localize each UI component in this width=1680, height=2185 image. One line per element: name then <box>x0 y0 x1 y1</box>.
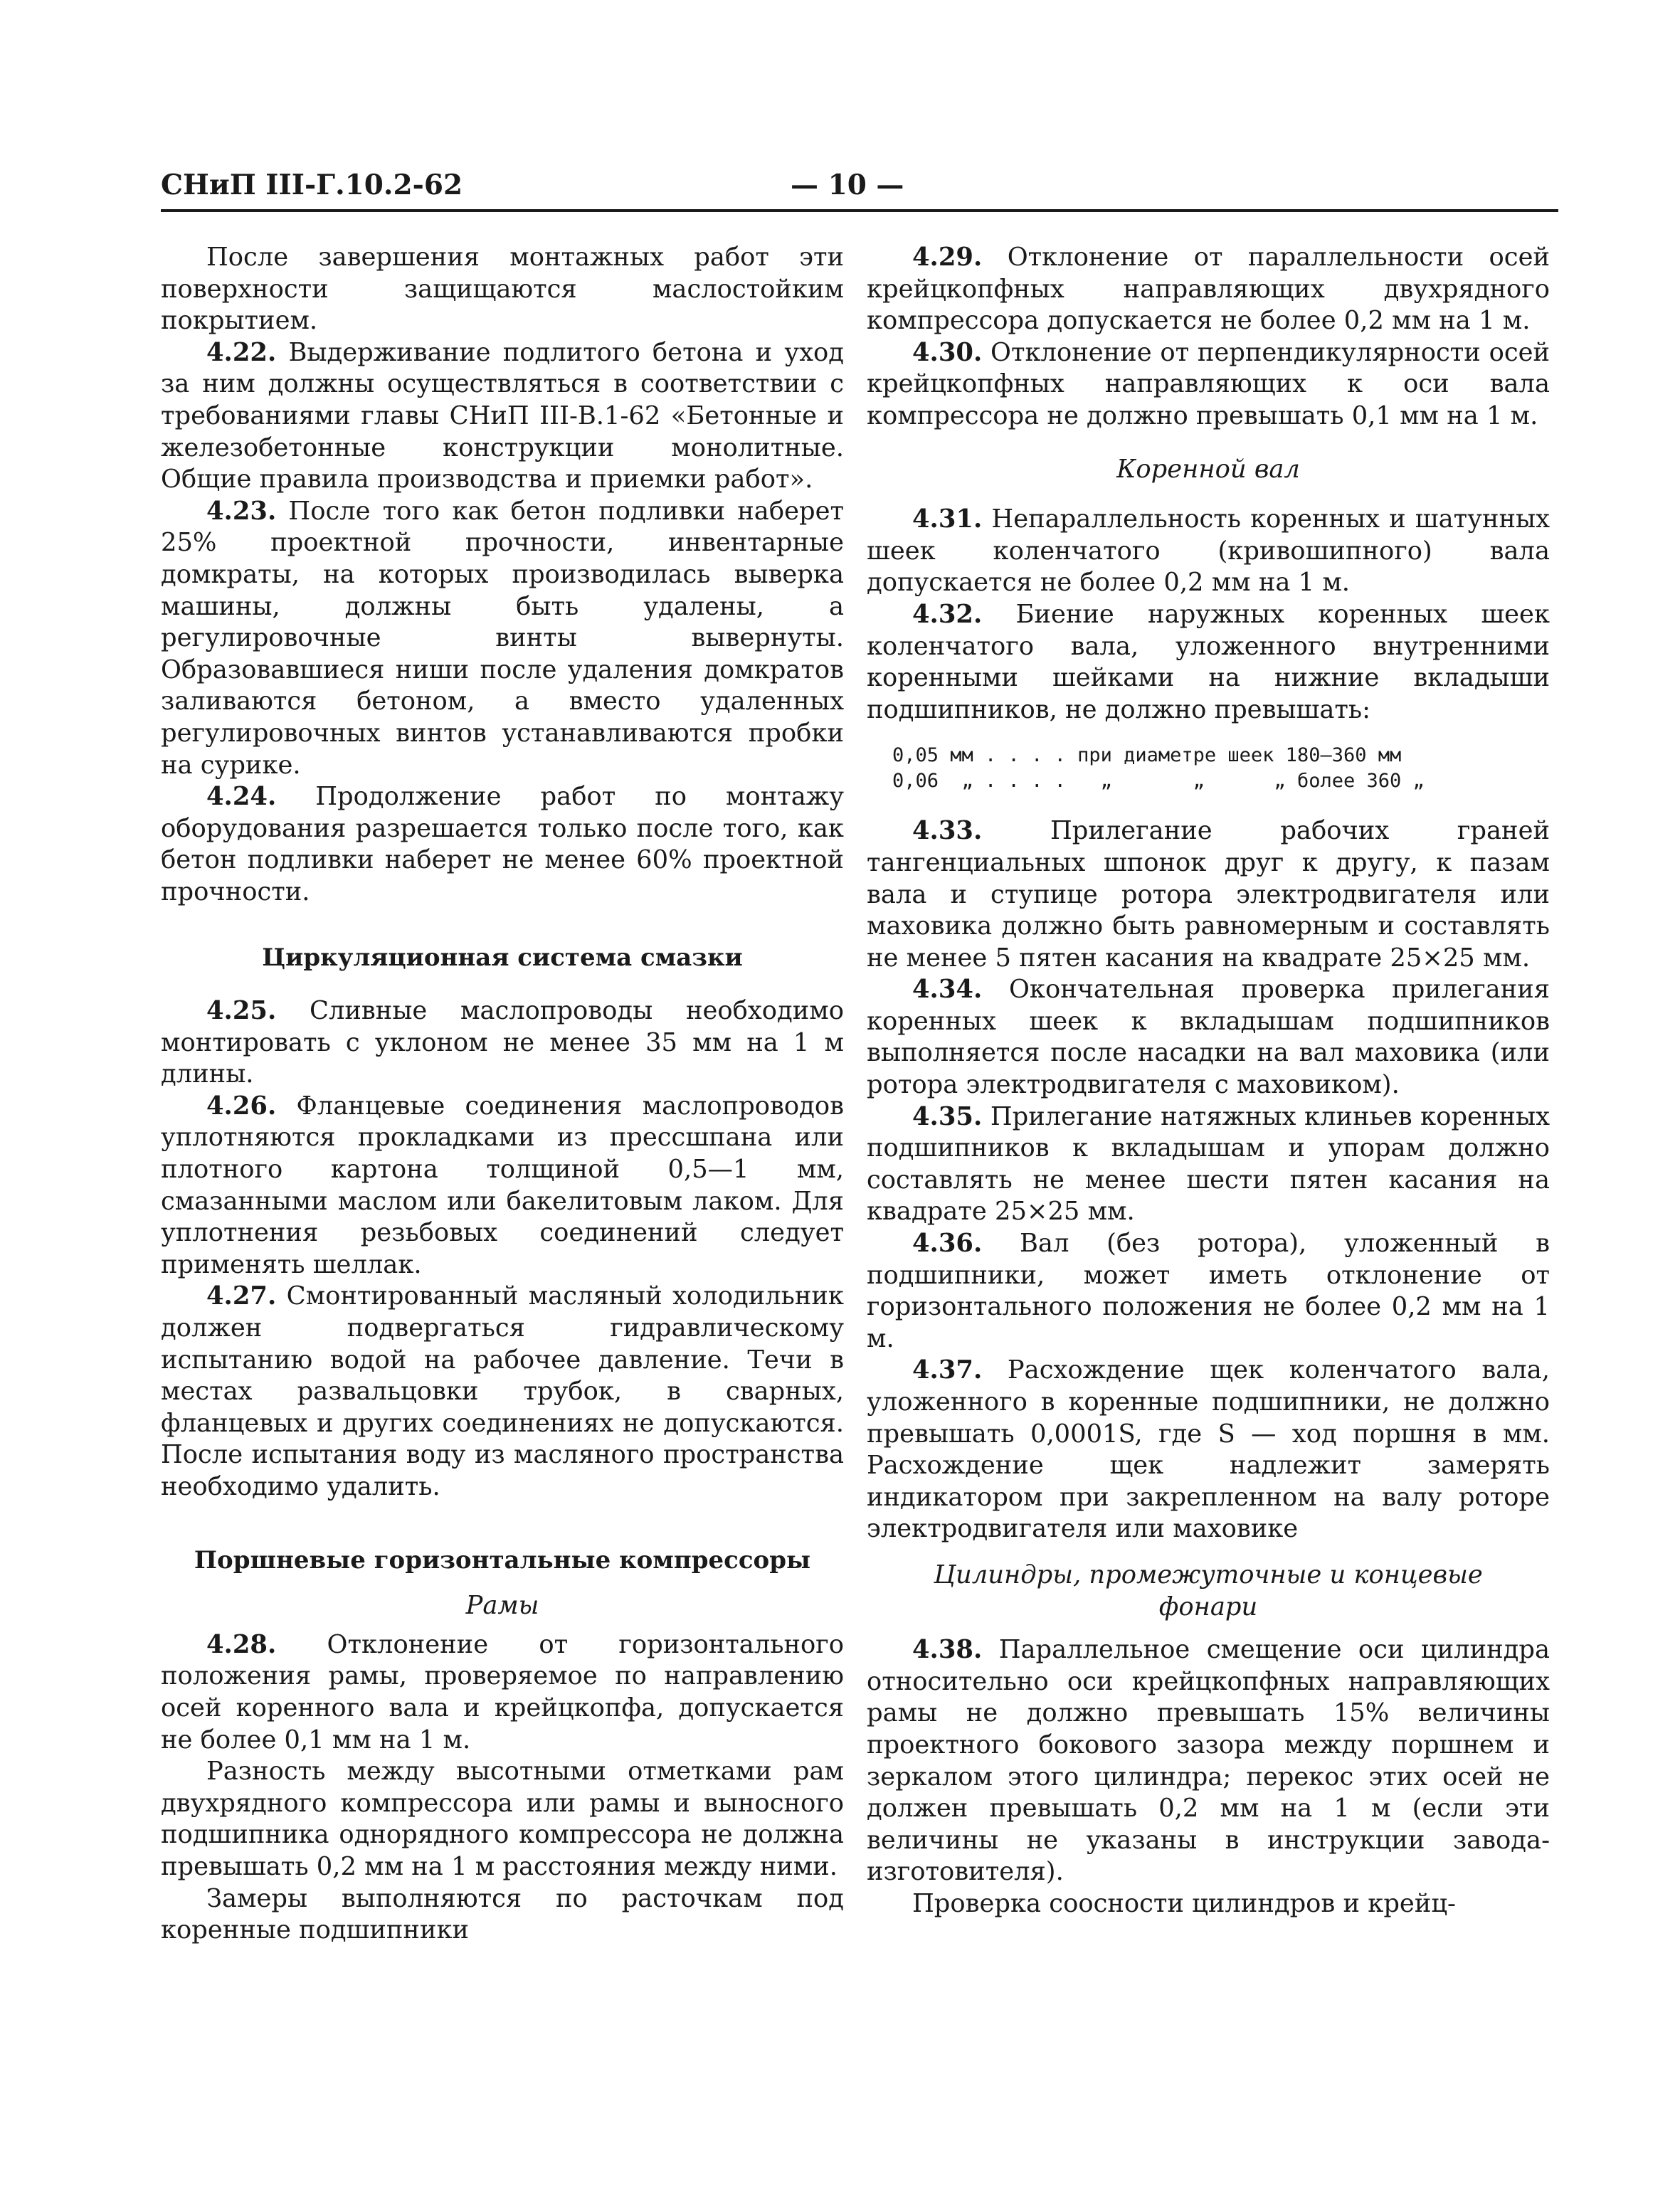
paragraph-4-25: 4.25. Сливные маслопроводы необходимо монтировать с уклоном не менее 35 мм на 1 м длины. <box>161 996 844 1089</box>
right-column <box>867 242 1550 1920</box>
page-header <box>161 164 1558 206</box>
paragraph-measurements: Замеры выполняются по расточкам под коренные подшипники <box>161 1883 844 1945</box>
paragraph-4-29: 4.29. Отклонение от параллельности осей крейцкопфных направляющих двухрядного компрессора допускается не более 0,2 мм на 1 м. <box>867 243 1550 336</box>
clause-number: 4.28. <box>206 1629 277 1659</box>
clause-number: 4.37. <box>912 1355 983 1385</box>
clause-number: 4.29. <box>912 243 983 272</box>
clause-number: 4.33. <box>912 816 983 846</box>
subheading-frames: Рамы <box>465 1591 539 1621</box>
paragraph-4-27: 4.27. Смонтированный масляный холодильник должен подвергаться гидравлическому испытанию водой на рабочее давление. Течи в местах развальцовки трубок, в сварных, фланцевых и других соединениях не допускаются. После испытания воду из масляного пространства необходимо удалить. <box>161 1281 844 1501</box>
paragraph-height-difference: Разность между высотными отметками рам двухрядного компрессора или рамы и выносного подшипника однорядного компрессора не должна превышать 0,2 мм на 1 м расстояния между ними. <box>161 1757 844 1881</box>
paragraph-4-30: 4.30. Отклонение от перпендикулярности осей крейцкопфных направляющих к оси вала компрессора не должно превышать 0,1 мм на 1 м. <box>867 337 1550 430</box>
paragraph-4-32: 4.32. Биение наружных коренных шеек коленчатого вала, уложенного внутренними коренными шейками на нижние вкладыши подшипников, не должно превышать: <box>867 599 1550 724</box>
clause-number: 4.34. <box>912 975 983 1005</box>
clause-number: 4.26. <box>206 1091 277 1121</box>
paragraph-4-28: 4.28. Отклонение от горизонтального положения рамы, проверяемое по направлению осей коренного вала и крейцкопфа, допускается не более 0,1 мм на 1 м. <box>161 1629 844 1755</box>
section-heading-compressors: Поршневые горизонтальные компрессоры <box>194 1545 811 1575</box>
paragraph-4-37: 4.37. Расхождение щек коленчатого вала, уложенного в коренные подшипники, не должно превышать 0,0001S, где S — ход поршня в мм. Расхождение щек надлежит замерять индикатором при закрепленном на валу роторе электродвигателя или маховике <box>867 1355 1550 1544</box>
paragraph-continuation: После завершения монтажных работ эти поверхности защищаются маслостойким покрытием. <box>161 243 844 336</box>
paragraph-4-22: 4.22. Выдерживание подлитого бетона и уход за ним должны осуществляться в соответствии с требованиями главы СНиП III-В.1-62 «Бетонные и железобетонные конструкции монолитные. Общие правила производства и приемки работ». <box>161 337 844 494</box>
clause-number: 4.24. <box>206 782 277 812</box>
paragraph-4-33: 4.33. Прилегание рабочих граней тангенциальных шпонок друг к другу, к пазам вала и ступице ротора электродвигателя или маховика должно быть равномерным и составлять не менее 5 пятен касания на квадрате 25×25 мм. <box>867 816 1550 973</box>
runout-table-row: 0,06 „ . . . . „ „ „ более 360 „ <box>892 770 1425 793</box>
left-column <box>161 242 844 1947</box>
paragraph-coaxiality-check: Проверка соосности цилиндров и крейц- <box>912 1888 1456 1918</box>
clause-number: 4.25. <box>206 996 277 1026</box>
document-code: СНиП III-Г.10.2-62 <box>161 169 463 201</box>
clause-number: 4.27. <box>206 1281 277 1311</box>
clause-number: 4.36. <box>912 1229 983 1259</box>
clause-number: 4.35. <box>912 1101 983 1131</box>
page-number: — 10 — <box>791 169 904 201</box>
paragraph-4-35: 4.35. Прилегание натяжных клиньев коренных подшипников к вкладышам и упорам должно составлять не менее шести пятен касания на квадрате 25×25 мм. <box>867 1101 1550 1227</box>
paragraph-4-23: 4.23. После того как бетон подливки наберет 25% проектной прочности, инвентарные домкраты, на которых производилась выверка машины, должны быть удалены, а регулировочные винты вывернуты. Образовавшиеся ниши после удаления домкратов заливаются бетоном, а вместо удаленных регулировочных винтов устанавливаются пробки на сурике. <box>161 496 844 780</box>
clause-number: 4.31. <box>912 504 983 534</box>
subheading-main-shaft: Коренной вал <box>1116 454 1300 484</box>
paragraph-4-31: 4.31. Непараллельность коренных и шатунных шеек коленчатого (кривошипного) вала допускается не более 0,2 мм на 1 м. <box>867 504 1550 598</box>
runout-table-row: 0,05 мм . . . . при диаметре шеек 180—360 мм <box>892 744 1402 767</box>
clause-number: 4.38. <box>912 1635 983 1665</box>
clause-number: 4.30. <box>912 337 983 367</box>
subheading-cylinders: Цилиндры, промежуточные и концевые фонари <box>934 1560 1483 1621</box>
header-rule <box>161 209 1558 212</box>
paragraph-4-38: 4.38. Параллельное смещение оси цилиндра относительно оси крейцкопфных направляющих рамы не должно превышать 15% величины проектного бокового зазора между поршнем и зеркалом этого цилиндра; перекос этих осей не должен превышать 0,2 мм на 1 м (если эти величины не указаны в инструкции завода-изготовителя). <box>867 1635 1550 1887</box>
clause-number: 4.32. <box>912 599 983 629</box>
paragraph-4-24: 4.24. Продолжение работ по монтажу оборудования разрешается только после того, как бетон подливки наберет не менее 60% проектной прочности. <box>161 782 844 906</box>
clause-number: 4.23. <box>206 496 277 526</box>
paragraph-4-36: 4.36. Вал (без ротора), уложенный в подшипники, может иметь отклонение от горизонтального положения не более 0,2 мм на 1 м. <box>867 1229 1550 1353</box>
paragraph-4-26: 4.26. Фланцевые соединения маслопроводов уплотняются прокладками из прессшпана или плотного картона толщиной 0,5—1 мм, смазанными маслом или бакелитовым лаком. Для уплотнения резьбовых соединений следует применять шеллак. <box>161 1091 844 1279</box>
clause-number: 4.22. <box>206 337 277 367</box>
paragraph-4-34: 4.34. Окончательная проверка прилегания коренных шеек к вкладышам подшипников выполняется после насадки на вал маховика (или ротора электродвигателя с маховиком). <box>867 975 1550 1100</box>
section-heading-lubrication: Циркуляционная система смазки <box>262 943 743 973</box>
runout-table <box>867 743 1550 794</box>
